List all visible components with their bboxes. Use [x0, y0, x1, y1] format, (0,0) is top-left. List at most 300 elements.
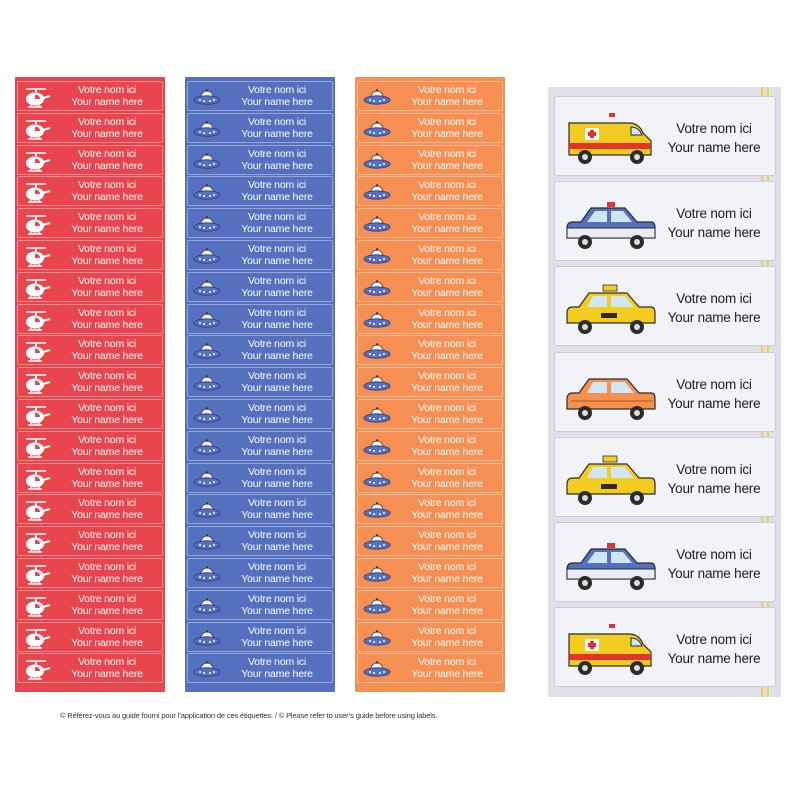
label-line-fr: Votre nom ici [417, 465, 477, 478]
label-line-en: Your name here [241, 96, 313, 108]
police-car-icon [563, 194, 659, 254]
name-label [187, 463, 333, 493]
label-line-en: Your name here [71, 477, 143, 490]
label-text [226, 243, 328, 267]
name-label [187, 208, 333, 238]
label-text [396, 148, 498, 172]
label-line-en: Your name here [411, 318, 483, 331]
helicopter-icon [22, 467, 52, 491]
name-label [357, 590, 503, 620]
label-text [659, 460, 769, 498]
label-line-fr: Votre nom ici [417, 561, 477, 573]
ufo-icon [192, 244, 222, 268]
label-line-en: Your name here [71, 668, 143, 681]
label-line-en: Your name here [241, 668, 313, 681]
label-line-fr: Votre nom ici [77, 402, 137, 414]
helicopter-icon [22, 276, 52, 300]
label-line-fr: Votre nom ici [77, 433, 137, 446]
label-text [396, 625, 498, 649]
label-text [56, 116, 158, 140]
name-label [17, 558, 163, 588]
label-line-fr: Votre nom ici [417, 306, 477, 319]
label-line-fr: Votre nom ici [247, 592, 307, 605]
ufo-icon [192, 435, 222, 459]
label-line-fr: Votre nom ici [417, 370, 477, 383]
name-label [17, 145, 163, 175]
name-label [17, 335, 163, 365]
label-line-fr: Votre nom ici [77, 306, 137, 319]
label-line-fr: Votre nom ici [676, 547, 752, 562]
helicopter-icon [22, 594, 52, 618]
name-label [17, 208, 163, 238]
name-label [17, 399, 163, 429]
helicopter-icon [22, 149, 52, 173]
label-line-en: Your name here [241, 223, 313, 236]
label-text [659, 204, 769, 242]
ufo-icon [362, 276, 392, 300]
name-label [17, 367, 163, 397]
name-label [357, 526, 503, 556]
name-label [187, 526, 333, 556]
label-text [56, 656, 158, 680]
label-line-fr: Votre nom ici [417, 433, 477, 446]
helicopter-icon [22, 339, 52, 363]
vehicle-label [554, 181, 776, 261]
helicopter-icon [22, 562, 52, 586]
ufo-icon [192, 562, 222, 586]
label-text [56, 529, 158, 553]
name-label [17, 463, 163, 493]
label-line-fr: Votre nom ici [247, 243, 307, 255]
label-line-fr: Votre nom ici [247, 147, 307, 160]
label-line-en: Your name here [71, 604, 143, 617]
ufo-icon [192, 657, 222, 681]
footer-note: © Référez-vous au guide fourni pour l’application de ces étiquettes. / © Please refer to user’s guide before using labels. [60, 711, 438, 720]
label-line-en: Your name here [241, 350, 313, 363]
label-text [56, 625, 158, 649]
label-text [226, 338, 328, 362]
ufo-icon [192, 626, 222, 650]
label-text [396, 338, 498, 362]
taxi-icon [563, 450, 659, 510]
name-label [17, 494, 163, 524]
label-line-en: Your name here [241, 255, 313, 267]
label-line-fr: Votre nom ici [417, 243, 477, 255]
label-line-fr: Votre nom ici [247, 433, 307, 446]
label-line-fr: Votre nom ici [247, 84, 307, 96]
label-line-fr: Votre nom ici [247, 211, 307, 224]
name-label [187, 335, 333, 365]
name-label [187, 622, 333, 652]
label-text [226, 116, 328, 140]
label-line-fr: Votre nom ici [247, 656, 307, 669]
label-line-fr: Votre nom ici [417, 179, 477, 192]
name-label [187, 240, 333, 270]
label-line-fr: Votre nom ici [247, 497, 307, 510]
label-sheet-blue [185, 77, 335, 692]
label-line-en: Your name here [241, 445, 313, 458]
label-line-fr: Votre nom ici [77, 370, 137, 383]
label-line-en: Your name here [71, 573, 143, 585]
label-line-en: Your name here [71, 350, 143, 363]
label-line-en: Your name here [411, 573, 483, 585]
name-label [187, 304, 333, 334]
name-label [187, 113, 333, 143]
label-text [226, 466, 328, 490]
ufo-icon [362, 530, 392, 554]
label-text [396, 561, 498, 585]
label-line-en: Your name here [71, 414, 143, 426]
label-text [396, 243, 498, 267]
name-label [17, 653, 163, 683]
label-line-fr: Votre nom ici [247, 115, 307, 128]
label-line-fr: Votre nom ici [676, 376, 752, 392]
name-label [357, 622, 503, 652]
label-line-en: Your name here [411, 223, 483, 236]
ufo-icon [192, 212, 222, 236]
name-label [187, 145, 333, 175]
name-label [187, 494, 333, 524]
ufo-icon [362, 244, 392, 268]
label-line-en: Your name here [411, 477, 483, 490]
label-line-en: Your name here [71, 509, 143, 522]
ufo-icon [192, 403, 222, 427]
label-line-fr: Votre nom ici [417, 274, 477, 287]
name-label [187, 653, 333, 683]
label-line-en: Your name here [241, 191, 313, 204]
label-line-en: Your name here [411, 541, 483, 554]
name-label [17, 81, 163, 111]
label-text [226, 402, 328, 426]
ambulance-icon [563, 109, 659, 169]
label-line-fr: Votre nom ici [247, 561, 307, 573]
label-text [226, 497, 328, 521]
label-line-en: Your name here [71, 127, 143, 140]
name-label [187, 590, 333, 620]
vehicle-label [554, 437, 776, 517]
label-line-fr: Votre nom ici [77, 561, 137, 573]
label-text [226, 84, 328, 108]
label-text [56, 593, 158, 617]
vehicle-label [554, 607, 776, 687]
label-line-fr: Votre nom ici [77, 529, 137, 542]
label-line-en: Your name here [241, 573, 313, 585]
label-line-fr: Votre nom ici [417, 338, 477, 351]
name-label [187, 81, 333, 111]
label-line-fr: Votre nom ici [77, 592, 137, 605]
label-line-en: Your name here [71, 286, 143, 299]
label-text [396, 656, 498, 680]
ufo-icon [362, 626, 392, 650]
label-line-en: Your name here [411, 255, 483, 267]
label-line-en: Your name here [241, 414, 313, 426]
ufo-icon [362, 85, 392, 109]
label-line-en: Your name here [667, 225, 761, 241]
label-text [226, 211, 328, 235]
label-text [659, 375, 769, 413]
name-label [17, 272, 163, 302]
label-line-fr: Votre nom ici [77, 243, 137, 255]
label-line-en: Your name here [241, 636, 313, 649]
label-text [56, 434, 158, 458]
label-line-en: Your name here [71, 636, 143, 649]
helicopter-icon [22, 180, 52, 204]
label-line-en: Your name here [71, 445, 143, 458]
name-label [187, 558, 333, 588]
orange-car-icon [563, 365, 659, 425]
helicopter-icon [22, 371, 52, 395]
taxi-icon [563, 279, 659, 339]
label-line-fr: Votre nom ici [77, 274, 137, 287]
label-sheet-vehicles [548, 87, 781, 697]
helicopter-icon [22, 530, 52, 554]
label-text [56, 338, 158, 362]
ufo-icon [362, 498, 392, 522]
label-line-en: Your name here [241, 318, 313, 331]
label-line-en: Your name here [241, 286, 313, 299]
label-sheet-red [15, 77, 165, 692]
label-text [56, 497, 158, 521]
label-text [56, 84, 158, 108]
label-line-fr: Votre nom ici [247, 274, 307, 287]
ufo-icon [192, 85, 222, 109]
label-text [226, 561, 328, 585]
name-label [187, 431, 333, 461]
label-line-fr: Votre nom ici [77, 656, 137, 669]
ufo-icon [362, 180, 392, 204]
label-line-en: Your name here [241, 159, 313, 172]
label-line-fr: Votre nom ici [77, 465, 137, 478]
label-text [226, 275, 328, 299]
label-text [226, 625, 328, 649]
label-line-fr: Votre nom ici [247, 529, 307, 542]
label-line-fr: Votre nom ici [77, 84, 137, 96]
name-label [357, 335, 503, 365]
label-line-en: Your name here [71, 318, 143, 331]
label-line-en: Your name here [411, 286, 483, 299]
label-line-fr: Votre nom ici [77, 211, 137, 224]
helicopter-icon [22, 244, 52, 268]
helicopter-icon [22, 403, 52, 427]
label-line-en: Your name here [411, 445, 483, 458]
label-line-fr: Votre nom ici [676, 461, 752, 477]
label-line-en: Your name here [241, 509, 313, 522]
label-line-fr: Votre nom ici [417, 592, 477, 605]
name-label [357, 399, 503, 429]
helicopter-icon [22, 308, 52, 332]
name-label [357, 367, 503, 397]
name-label [357, 145, 503, 175]
name-label [187, 367, 333, 397]
label-line-fr: Votre nom ici [676, 632, 752, 648]
label-line-en: Your name here [241, 604, 313, 617]
label-text [56, 211, 158, 235]
label-line-fr: Votre nom ici [417, 402, 477, 414]
label-text [396, 211, 498, 235]
label-line-fr: Votre nom ici [77, 497, 137, 510]
label-line-fr: Votre nom ici [417, 656, 477, 669]
label-line-en: Your name here [241, 477, 313, 490]
label-line-en: Your name here [411, 159, 483, 172]
ufo-icon [362, 212, 392, 236]
label-line-fr: Votre nom ici [676, 291, 752, 307]
vehicle-label [554, 352, 776, 432]
ufo-icon [192, 117, 222, 141]
name-label [357, 81, 503, 111]
name-label [17, 622, 163, 652]
label-text [396, 179, 498, 203]
label-line-fr: Votre nom ici [417, 211, 477, 224]
label-text [659, 289, 769, 327]
vehicle-label [554, 522, 776, 602]
name-label [17, 526, 163, 556]
label-line-en: Your name here [411, 636, 483, 649]
label-line-fr: Votre nom ici [77, 624, 137, 637]
label-text [396, 275, 498, 299]
ufo-icon [362, 467, 392, 491]
ufo-icon [362, 657, 392, 681]
label-text [56, 243, 158, 267]
label-line-en: Your name here [241, 382, 313, 395]
label-line-fr: Votre nom ici [417, 497, 477, 510]
name-label [357, 176, 503, 206]
name-label [357, 431, 503, 461]
name-label [17, 431, 163, 461]
name-label [17, 176, 163, 206]
label-line-fr: Votre nom ici [417, 84, 477, 96]
vehicle-label [554, 96, 776, 176]
label-line-fr: Votre nom ici [676, 206, 752, 222]
ufo-icon [362, 371, 392, 395]
label-line-en: Your name here [411, 668, 483, 681]
name-label [187, 272, 333, 302]
label-line-en: Your name here [241, 541, 313, 554]
ufo-icon [362, 339, 392, 363]
ufo-icon [192, 149, 222, 173]
ufo-icon [362, 403, 392, 427]
ufo-icon [192, 308, 222, 332]
name-label [357, 463, 503, 493]
label-text [396, 466, 498, 490]
ufo-icon [192, 276, 222, 300]
label-line-fr: Votre nom ici [77, 338, 137, 351]
label-line-fr: Votre nom ici [77, 179, 137, 192]
label-text [56, 179, 158, 203]
ufo-icon [192, 530, 222, 554]
ufo-icon [362, 117, 392, 141]
label-line-en: Your name here [71, 96, 143, 108]
label-text [396, 370, 498, 394]
label-text [226, 179, 328, 203]
label-line-fr: Votre nom ici [247, 370, 307, 383]
ufo-icon [192, 498, 222, 522]
label-text [659, 630, 769, 668]
label-line-fr: Votre nom ici [417, 624, 477, 637]
label-text [56, 370, 158, 394]
label-line-fr: Votre nom ici [77, 147, 137, 160]
helicopter-icon [22, 435, 52, 459]
label-line-en: Your name here [667, 480, 761, 496]
label-line-en: Your name here [667, 310, 761, 326]
label-text [226, 148, 328, 172]
ambulance-icon [563, 620, 659, 680]
ufo-icon [192, 180, 222, 204]
ufo-icon [362, 149, 392, 173]
label-text [56, 307, 158, 331]
label-line-en: Your name here [667, 140, 761, 155]
name-label [187, 399, 333, 429]
label-text [396, 402, 498, 426]
label-line-fr: Votre nom ici [247, 624, 307, 637]
label-text [56, 148, 158, 172]
helicopter-icon [22, 85, 52, 109]
helicopter-icon [22, 626, 52, 650]
label-line-en: Your name here [71, 255, 143, 267]
label-text [226, 593, 328, 617]
label-line-en: Your name here [411, 509, 483, 522]
helicopter-icon [22, 657, 52, 681]
label-text [56, 275, 158, 299]
label-line-fr: Votre nom ici [247, 465, 307, 478]
name-label [357, 113, 503, 143]
label-line-fr: Votre nom ici [247, 179, 307, 192]
label-line-fr: Votre nom ici [417, 115, 477, 128]
label-line-en: Your name here [241, 127, 313, 140]
label-line-en: Your name here [667, 566, 761, 581]
label-text [226, 656, 328, 680]
label-line-en: Your name here [71, 223, 143, 236]
name-label [357, 304, 503, 334]
police-car-icon [563, 535, 659, 595]
label-line-en: Your name here [411, 127, 483, 140]
helicopter-icon [22, 117, 52, 141]
label-text [396, 497, 498, 521]
label-line-fr: Votre nom ici [417, 147, 477, 160]
name-label [357, 208, 503, 238]
label-text [659, 545, 769, 583]
label-line-fr: Votre nom ici [247, 338, 307, 351]
label-text [56, 402, 158, 426]
label-line-en: Your name here [411, 96, 483, 108]
vehicle-label [554, 266, 776, 346]
ufo-icon [362, 435, 392, 459]
helicopter-icon [22, 212, 52, 236]
label-line-en: Your name here [71, 541, 143, 554]
label-line-en: Your name here [411, 350, 483, 363]
name-label [17, 113, 163, 143]
label-text [396, 116, 498, 140]
label-text [396, 84, 498, 108]
label-text [56, 466, 158, 490]
name-label [357, 240, 503, 270]
label-line-fr: Votre nom ici [77, 115, 137, 128]
label-text [226, 370, 328, 394]
ufo-icon [192, 339, 222, 363]
label-line-fr: Votre nom ici [676, 121, 752, 136]
ufo-icon [362, 594, 392, 618]
ufo-icon [192, 467, 222, 491]
label-line-en: Your name here [71, 191, 143, 204]
label-line-en: Your name here [411, 604, 483, 617]
name-label [17, 240, 163, 270]
label-text [226, 307, 328, 331]
label-line-en: Your name here [411, 382, 483, 395]
label-line-en: Your name here [71, 159, 143, 172]
name-label [187, 176, 333, 206]
name-label [357, 494, 503, 524]
helicopter-icon [22, 498, 52, 522]
label-text [226, 434, 328, 458]
